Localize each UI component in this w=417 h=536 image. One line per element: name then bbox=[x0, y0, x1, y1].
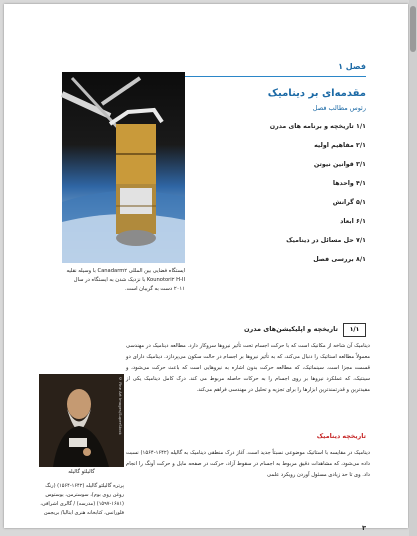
space-station-caption: ایستگاه فضایی بین المللی Canadarm۲ با وسیله نقلیه Kounotori۲ H-II با نزدیک شدن به ایستگاه در سال ۲۰۱۱ دست به گریبان است. bbox=[66, 268, 185, 292]
history-paragraph: دینامیک در مقایسه با استاتیک موضوعی نسبتاً جدید است. آغاز درک منطقی دینامیک به گالیله (۱۶۴۲-۱۵۶۴) نسبت داده می‌شود، که مشاهدات دقیق مربوط به اجسام در سقوط آزاد، حرکت در صفحه مایل و حرکت آونگ را انجام داد. وی تا حد زیادی مسئول آوردن رویکرد علمی bbox=[126, 450, 370, 478]
outline-item: ۷/۱ حل مسائل در دینامیک bbox=[286, 237, 366, 244]
chapter-divider bbox=[154, 76, 366, 77]
photo-credit: NASA bbox=[58, 249, 63, 261]
chapter-label: فصل ۱ bbox=[338, 62, 366, 71]
outline-item: ۸/۱ بررسی فصل bbox=[313, 256, 366, 263]
scrollbar-thumb[interactable] bbox=[410, 6, 416, 52]
space-station-photo bbox=[58, 72, 185, 263]
outline-item: ۲/۱ مفاهیم اولیه bbox=[314, 142, 366, 149]
outline-item: ۵/۱ گرانش bbox=[332, 199, 366, 206]
chapter-outline-list bbox=[206, 122, 366, 274]
outline-item: ۱/۱ تاریخچه و برنامه های مدرن bbox=[269, 123, 366, 130]
portrait-title: گالیلئو گالیله bbox=[68, 469, 95, 475]
outline-item: ۶/۱ ابعاد bbox=[340, 218, 366, 225]
chapter-title: مقدمه‌ای بر دینامیک bbox=[267, 88, 366, 99]
document-page bbox=[4, 4, 408, 532]
galileo-portrait bbox=[39, 374, 124, 467]
portrait-caption: پرتره گالیلئو گالیله (۱۶۴۲-۱۵۶۴) (رنگ روغن روی بوم)، سوسترمن، یوستوس (۱۶۸۱-۱۵۹۷) (مدرسه) / گالری اشرافی، فلورانس، کتابخانه هنری ایتالیا/ بریجمن bbox=[40, 483, 124, 516]
history-subheading: تاریخچه دینامیک bbox=[316, 433, 366, 440]
portrait-illustration bbox=[39, 374, 124, 467]
page-number: ۳ bbox=[362, 524, 366, 532]
section-number: ۱/۱ bbox=[343, 323, 366, 337]
space-station-illustration bbox=[62, 72, 185, 263]
outline-item: ۳/۱ قوانین نیوتن bbox=[313, 161, 366, 168]
vertical-scrollbar[interactable] bbox=[409, 0, 417, 536]
section-paragraph: دینامیک آن شاخه از مکانیک است که با حرکت اجسام تحت تأثیر نیروها سروکار دارد. مطالعه دینامیک در مهندسی معمولاً مطالعه استاتیک را دنبال می‌کند، که به تأثیر نیروها بر اجسام در حالت سکون می‌پردازد. دینامیک دارای دو قسمت مجزا است. سینماتیک، که مطالعه حرکت بدون اشاره به نیروهایی است که باعث حرکت می‌شود، و سینتیک، که عملکرد نیروها بر روی اجسام را به حرکات حاصله مربوط می کند. درک کامل دینامیک یکی از مفیدترین و قدرتمندترین ابزارها را برای تجزیه و تحلیل در مهندسی فراهم می‌کند. bbox=[126, 343, 370, 393]
portrait-credit: © Fine Art Images/SuperStock bbox=[118, 376, 123, 435]
outline-item: ۴/۱ واحدها bbox=[332, 180, 366, 187]
chapter-outline-heading: رئوس مطالب فصل bbox=[312, 104, 366, 112]
section-title: تاریخچه و اپلیکیشن‌های مدرن bbox=[243, 325, 338, 333]
